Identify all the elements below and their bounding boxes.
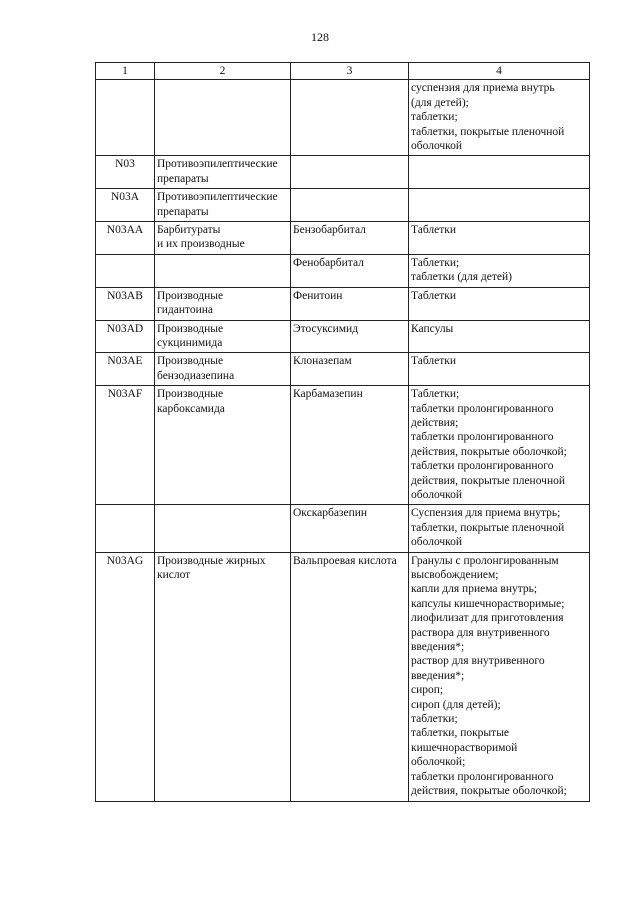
atc-code-cell xyxy=(96,80,155,156)
dosage-form-line: Таблетки; xyxy=(411,388,460,401)
column-header-2: 2 xyxy=(155,63,291,80)
dosage-forms-cell xyxy=(409,189,590,222)
group-line: Производные xyxy=(157,388,224,401)
table-body xyxy=(96,80,590,801)
dosage-forms-cell xyxy=(409,287,590,320)
table-row xyxy=(96,353,590,386)
column-header-4: 4 xyxy=(409,63,590,80)
atc-code-cell: N03AD xyxy=(96,320,155,353)
dosage-forms-cell xyxy=(409,353,590,386)
dosage-form-line: оболочкой xyxy=(411,488,463,501)
group-line: Производные xyxy=(157,355,224,368)
drug-name-cell: Карбамазепин xyxy=(291,386,409,505)
drug-name-cell: Этосуксимид xyxy=(291,320,409,353)
dosage-form-line: таблетки; xyxy=(411,713,458,726)
dosage-form-line: таблетки пролонгированного xyxy=(411,770,554,783)
group-line: карбоксамида xyxy=(157,402,225,415)
anatomical-group-cell xyxy=(155,505,291,552)
group-line: препараты xyxy=(157,205,209,218)
dosage-form-line: Суспензия для приема внутрь; xyxy=(411,507,561,520)
group-line: Производные xyxy=(157,322,224,335)
anatomical-group-cell xyxy=(155,386,291,505)
dosage-form-line: таблетки пролонгированного xyxy=(411,431,554,444)
anatomical-group-cell xyxy=(155,353,291,386)
dosage-form-line: кишечнорастворимой xyxy=(411,741,518,754)
anatomical-group-cell xyxy=(155,254,291,287)
table-row xyxy=(96,80,590,156)
dosage-form-line: введения*; xyxy=(411,641,465,654)
atc-code-cell: N03AA xyxy=(96,222,155,255)
dosage-form-line: сироп; xyxy=(411,684,444,697)
drug-name-cell xyxy=(291,189,409,222)
dosage-forms-cell xyxy=(409,552,590,801)
table-row xyxy=(96,505,590,552)
dosage-form-line: таблетки (для детей) xyxy=(411,271,512,284)
group-line: Производные xyxy=(157,289,224,302)
table-row xyxy=(96,552,590,801)
drug-name-cell xyxy=(291,80,409,156)
dosage-form-line: действия, покрытые пленочной xyxy=(411,474,566,487)
dosage-form-line: введения*; xyxy=(411,669,465,682)
dosage-form-line: Таблетки xyxy=(411,355,457,368)
dosage-forms-cell xyxy=(409,254,590,287)
dosage-form-line: капсулы кишечнорастворимые; xyxy=(411,597,565,610)
dosage-form-line: оболочкой; xyxy=(411,756,466,769)
group-line: гидантоина xyxy=(157,304,214,317)
group-line: Противоэпилептические xyxy=(157,191,278,204)
drug-name-cell: Бензобарбитал xyxy=(291,222,409,255)
anatomical-group-cell xyxy=(155,320,291,353)
header-row xyxy=(96,63,590,80)
dosage-form-line: таблетки, покрытые xyxy=(411,727,510,740)
anatomical-group-cell xyxy=(155,222,291,255)
dosage-form-line: Таблетки xyxy=(411,224,457,237)
group-line: Барбитураты xyxy=(157,224,221,237)
group-line: Производные жирных xyxy=(157,554,266,567)
group-line: препараты xyxy=(157,172,209,185)
dosage-form-line: таблетки; xyxy=(411,111,458,124)
table-row xyxy=(96,287,590,320)
drug-name-cell: Окскарбазепин xyxy=(291,505,409,552)
atc-code-cell: N03AE xyxy=(96,353,155,386)
group-line: Противоэпилептические xyxy=(157,158,278,171)
table-row xyxy=(96,386,590,505)
dosage-form-line: сироп (для детей); xyxy=(411,698,501,711)
drug-name-cell: Клоназепам xyxy=(291,353,409,386)
atc-code-cell: N03A xyxy=(96,189,155,222)
dosage-form-line: лиофилизат для приготовления xyxy=(411,612,564,625)
table-row xyxy=(96,189,590,222)
drug-list-table xyxy=(95,62,590,802)
dosage-form-line: Таблетки; xyxy=(411,256,460,269)
dosage-form-line: таблетки, покрытые пленочной xyxy=(411,125,565,138)
column-header-3: 3 xyxy=(291,63,409,80)
dosage-form-line: раствор для внутривенного xyxy=(411,655,545,668)
dosage-form-line: Капсулы xyxy=(411,322,454,335)
dosage-form-line: таблетки, покрытые пленочной xyxy=(411,521,565,534)
dosage-forms-cell xyxy=(409,386,590,505)
table-row xyxy=(96,156,590,189)
column-header-1: 1 xyxy=(96,63,155,80)
dosage-forms-cell xyxy=(409,222,590,255)
dosage-form-line: таблетки пролонгированного xyxy=(411,402,554,415)
anatomical-group-cell xyxy=(155,189,291,222)
dosage-form-line: оболочкой xyxy=(411,140,463,153)
atc-code-cell: N03AB xyxy=(96,287,155,320)
dosage-form-line: действия, покрытые оболочкой; xyxy=(411,445,567,458)
dosage-form-line: высвобождением; xyxy=(411,569,499,581)
drug-name-cell xyxy=(291,156,409,189)
atc-code-cell xyxy=(96,505,155,552)
atc-code-cell xyxy=(96,254,155,287)
atc-code-cell: N03 xyxy=(96,156,155,189)
anatomical-group-cell xyxy=(155,156,291,189)
atc-code-cell: N03AF xyxy=(96,386,155,505)
atc-code-cell: N03AG xyxy=(96,552,155,801)
dosage-forms-cell xyxy=(409,80,590,156)
dosage-form-line: (для детей); xyxy=(411,96,469,109)
anatomical-group-cell xyxy=(155,552,291,801)
drug-name-cell: Фенобарбитал xyxy=(291,254,409,287)
dosage-form-line: капли для приема внутрь; xyxy=(411,583,538,596)
dosage-forms-cell xyxy=(409,505,590,552)
dosage-form-line: таблетки пролонгированного xyxy=(411,460,554,473)
table-row xyxy=(96,320,590,353)
page-number: 128 xyxy=(311,30,329,44)
group-line: бензодиазепина xyxy=(157,369,235,382)
dosage-form-line: действия; xyxy=(411,416,459,429)
drug-name-cell: Вальпроевая кислота xyxy=(291,552,409,801)
group-line: и их производные xyxy=(157,238,245,251)
drug-name-cell: Фенитоин xyxy=(291,287,409,320)
dosage-forms-cell xyxy=(409,156,590,189)
anatomical-group-cell xyxy=(155,287,291,320)
dosage-form-line: суспензия для приема внутрь xyxy=(411,82,555,95)
dosage-form-line: Гранулы с пролонгированным xyxy=(411,554,559,567)
dosage-form-line: действия, покрытые оболочкой; xyxy=(411,785,567,798)
dosage-forms-cell xyxy=(409,320,590,353)
table-row xyxy=(96,254,590,287)
table-row xyxy=(96,222,590,255)
group-line: кислот xyxy=(157,569,191,581)
group-line: сукцинимида xyxy=(157,336,223,349)
dosage-form-line: раствора для внутривенного xyxy=(411,626,550,639)
anatomical-group-cell xyxy=(155,80,291,156)
dosage-form-line: Таблетки xyxy=(411,289,457,302)
dosage-form-line: оболочкой xyxy=(411,536,463,549)
